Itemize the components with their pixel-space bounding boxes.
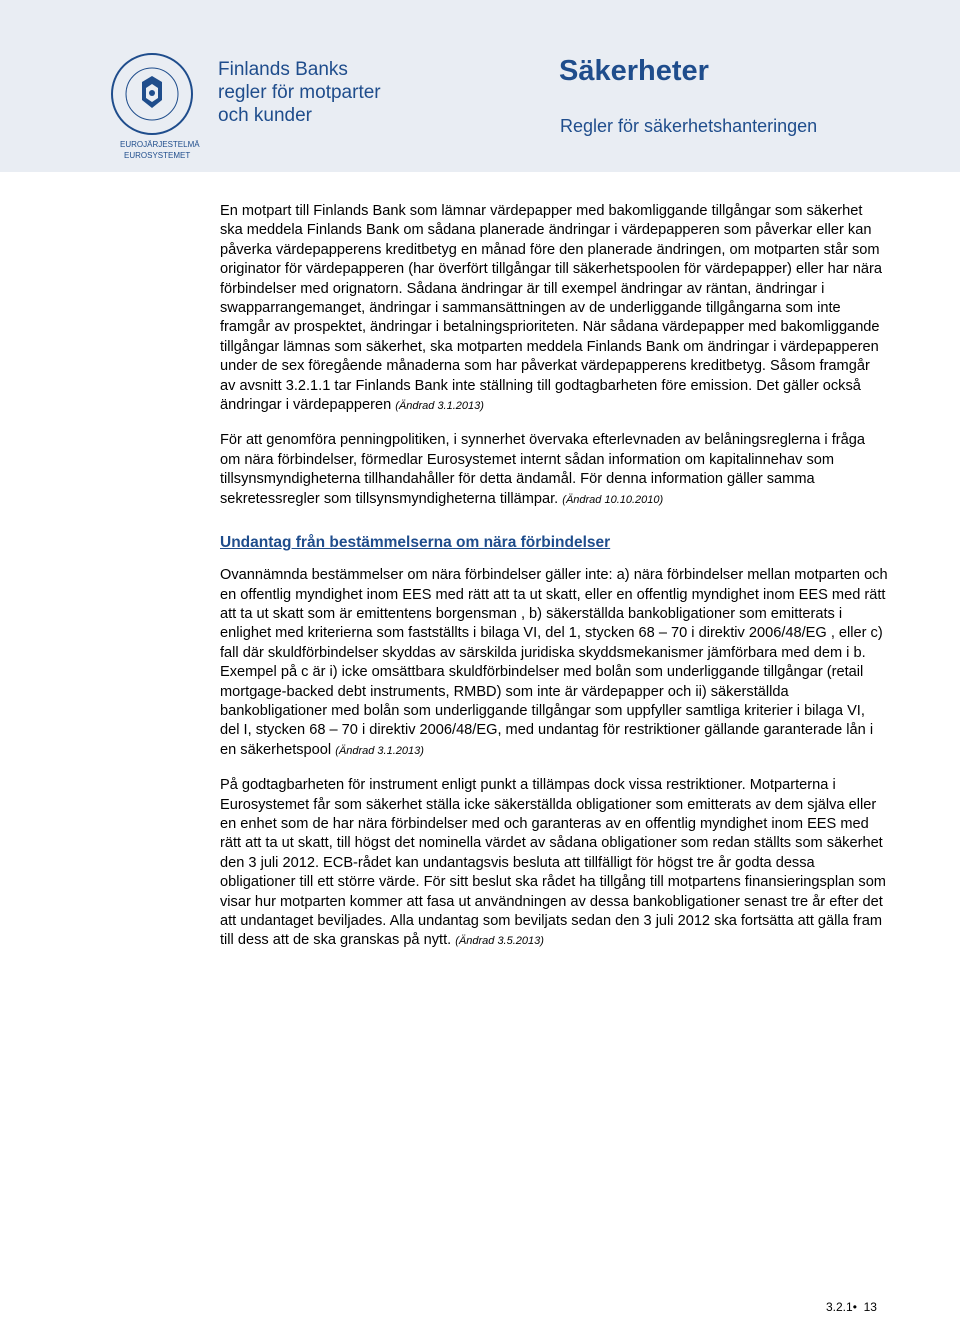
- brand-line-1: Finlands Banks: [218, 59, 348, 80]
- paragraph-4: [220, 776, 888, 952]
- paragraph-1-text: En motpart till Finlands Bank som lämnar värdepapper med bakomliggande tillgångar som säkerhet ska meddela Finlands Bank om sådana planerade ändringar i värdepapperen som påverkar eller kan påverka värdepapperens kreditbetyg en månad före den planerade ändringen, om motparten står som originator för värdepapperen (har överfört tillgångar till säkerhetspoolen för värdepapper) eller har nära förbindelser med orignatorn. Sådana ändringar är till exempel ändringar av räntan, ändringar i swapparrangemanget, ändringar i sammansättningen av de underliggande tillgångarna som inte framgår av prospektet, ändringar i betalningsprioriteten. När sådana värdepapper med bakomliggande tillgångar lämnas som säkerhet, ska motparten meddela Finlands Bank om ändringar i värdepapperen under de sex föregående månaderna som har påverkat värdepapperens kreditbetyg. Såsom framgår av avsnitt 3.2.1.1 tar Finlands Bank inte ställning till godtagbarheten före emission. Det gäller också ändringar i värdepapperen: [220, 203, 882, 414]
- footer-bullet: •: [852, 1300, 857, 1314]
- finlands-bank-logo: [104, 52, 200, 162]
- paragraph-3: [220, 566, 888, 761]
- brand-line-3: och kunder: [218, 105, 313, 126]
- amendment-note-1: (Ändrad 3.1.2013): [395, 400, 484, 413]
- amendment-note-3: (Ändrad 3.1.2013): [335, 744, 424, 757]
- brand-line-2: regler för motparter: [218, 82, 381, 103]
- page-header: [0, 0, 960, 172]
- paragraph-2: [220, 431, 888, 510]
- logo-caption-1: EUROJÄRJESTELMÄ: [120, 140, 200, 149]
- paragraph-4-text: På godtagbarheten för instrument enligt punkt a tillämpas dock vissa restriktioner. Motparterna i Eurosystemet får som säkerhet ställa icke säkerställda obligationer som emitterats av dem själva eller en enhet som de har nära förbindelser med och garanteras av en offentlig myndighet inom EES med rätt att ta ut skatt, till högst det nominella värdet av sådana obligationer som redan ställts som säkerhet den 3 juli 2012. ECB-rådet kan undantagsvis besluta att tillfälligt för högst tre år godta dessa obligationer till ett större värde. För sitt beslut ska rådet ha tillgång till motpartens finansieringsplan som visar hur motparten kommer att fasa ut användningen av dessa bankobligationer senast tre år efter det att undantaget beviljades. Alla undantag som beviljats sedan den 3 juli 2012 ska fortsätta att gälla fram till dess att de ska granskas på nytt.: [220, 777, 886, 949]
- page-footer: [826, 1300, 877, 1314]
- paragraph-2-text: För att genomföra penningpolitiken, i synnerhet övervaka efterlevnaden av belåningsreglerna i fråga om nära förbindelser, förmedlar Eurosystemet internt sådan information om kapitalinnehav som tillsynsmyndigheterna tillhandahåller för detta ändamål. För denna information gäller samma sekretessregler som tillsynsmyndigheterna tillämpar.: [220, 432, 865, 507]
- section-heading: Undantag från bestämmelserna om nära förbindelser: [220, 534, 611, 552]
- amendment-note-4: (Ändrad 3.5.2013): [455, 935, 544, 948]
- paragraph-1: [220, 202, 888, 416]
- document-subtitle: Regler för säkerhetshanteringen: [560, 116, 818, 136]
- amendment-note-2: (Ändrad 10.10.2010): [562, 493, 664, 506]
- brand-name: [218, 58, 381, 127]
- document-body: [220, 202, 888, 967]
- page-number: 13: [863, 1300, 877, 1314]
- logo-caption-2: EUROSYSTEMET: [124, 151, 191, 160]
- document-title: Säkerheter: [559, 55, 709, 87]
- paragraph-3-text: Ovannämnda bestämmelser om nära förbindelser gäller inte: a) nära förbindelser mellan motparten och en offentlig myndighet inom EES med rätt att ta ut skatt, eller en offentlig myndighet inom EES med rätt att ta ut skatt som är emittentens borgensman , b) säkerställda bankobligationer som emitterats i enlighet med kriterierna som fastställts i bilaga VI, del 1, stycken 68 – 70 i direktiv 2006/48/EG , eller c) fall där skuldförbindelser skyddas av särskilda juridiska skyddsmekanismer jämförbara med dem i b. Exempel på c är i) icke omsättbara skuldförbindelser med bolån som underliggande tillgångar (retail mortgage-backed debt instruments, RMBD) som inte är värdepapper och ii) säkerställda bankobligationer med bolån som underliggande tillgångar som uppfyller samtliga kriterier i bilaga VI, del I, stycken 68 – 70 i direktiv 2006/48/EG, med undantag för restriktioner gällande garanterade lån i en säkerhetspool: [220, 567, 888, 758]
- footer-section: 3.2.1: [826, 1300, 853, 1314]
